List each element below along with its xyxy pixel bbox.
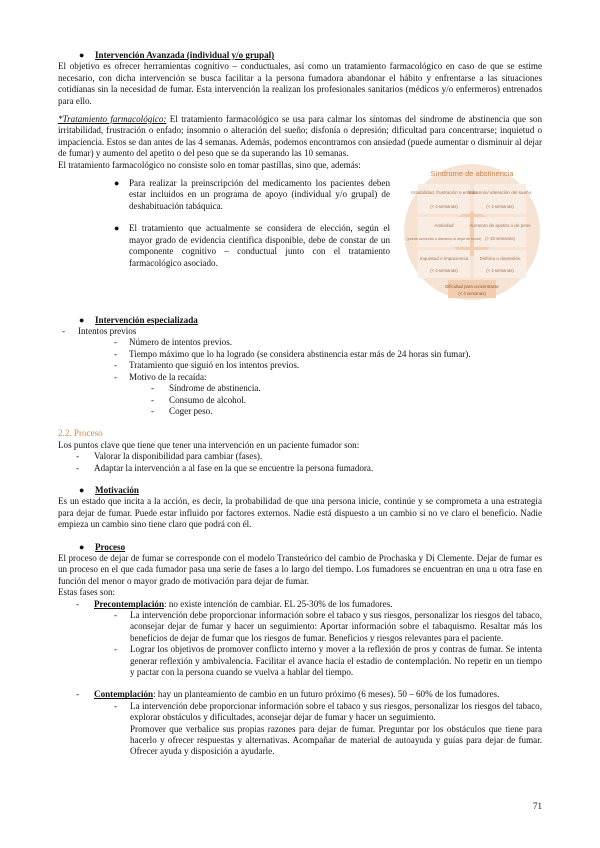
list-item: - Lograr los objetivos de promover conflicto interno y mover a la reflexión de pros y contras de fumar. Se intenta generar reflexión y ambivalencia. Facilitar el avance hacia el estadio de contemplación. No repetir en un tiempo y pactar con la persona cuando se vuelva a hablar del tiempo. — [114, 644, 542, 678]
bullet-icon: ● — [79, 541, 85, 552]
page-number: 71 — [533, 801, 542, 811]
list-item: - Coger peso. — [151, 405, 213, 416]
heading-intervencion-avanzada: ● Intervención Avanzada (individual y/o grupal) — [79, 50, 275, 60]
list-item: - Síndrome de abstinencia. — [151, 383, 261, 394]
diagram-cell-sub: (puede aumentar o disminuir al dejar de fumar) — [406, 236, 482, 241]
bullet-icon: ● — [79, 50, 85, 60]
diagram-bottom-sub: (< 4 semanas) — [458, 290, 486, 296]
diagram-cell-text: Disforia o depresión — [479, 255, 521, 261]
diagram-bottom-text: Dificultad para concentrarse — [445, 283, 499, 289]
diagram-cell-text: Inquietud o impaciencia — [419, 255, 469, 261]
list-item: ● El tratamiento que actualmente se considera de elección, según el mayor grado de evidencia científica disponible, debe de constar de un componente cognitivo – conductual junto con el tratamiento farmacológico asociado. — [114, 223, 390, 268]
list-item-contemplacion: - Contemplación: hay un planteamiento de cambio en un futuro próximo (6 meses). 50 – 60% de los fumadores. — [76, 689, 500, 700]
heading-motivacion: ● Motivación — [79, 484, 139, 495]
paragraph-puntos-clave: Los puntos clave que tiene que tener una intervención en un paciente fumador son: — [58, 439, 360, 450]
paragraph-contemplacion-extra: Promover que verbalice sus propias razones para dejar de fumar. Preguntar por los obstáculos que tiene para hacerlo y ofrecer respuestas y alternativas. Acompañar de material de autoayuda y guías para dejar de fumar. Ofrecer ayuda y disposición a ayudarle. — [130, 723, 542, 757]
bullet-icon: ● — [79, 484, 85, 495]
diagram-cell-sub: (< 4 semanas) — [486, 267, 514, 273]
abstinence-syndrome-diagram — [402, 160, 542, 308]
list-item: - Intentos previos — [62, 326, 137, 337]
paragraph-fases: Estas fases son: — [58, 587, 116, 598]
paragraph-objetivo: El objetivo es ofrecer herramientas cognitivo – conductuales, así como un tratamiento farmacológico en caso de que se estime necesario, con dicha intervención se busca facilitar a la persona fumadora abandonar el hábito y enfrentarse a las situaciones cotidianas sin la necesidad de fumar. Esta intervención la realizan los profesionales sanitarios (médicos y/o enfermeros) entrenados para ello. — [58, 61, 542, 106]
diagram-cell-sub: (< 4 semanas) — [486, 203, 514, 209]
list-item: - La intervención debe proporcionar información sobre el tabaco y sus riesgos, personalizar los riesgos del tabaco, explorar obstáculos y dificultades, aconsejar dejar de fumar y hacer un seguimiento. — [114, 700, 542, 723]
bullet-icon: ● — [79, 314, 85, 325]
list-item: ● Para realizar la preinscripción del medicamento los pacientes deben estar incluidos en un programa de apoyo (individual y/o grupal) de deshabituación tabáquica. — [114, 178, 390, 211]
diagram-title: Síndrome de abstinencia — [430, 168, 514, 178]
two-column-block — [58, 160, 542, 308]
diagram-cell-sub: (> 10 semanas) — [485, 235, 515, 241]
diagram-cell-text: Ansiedad — [434, 222, 454, 228]
document-page — [58, 50, 542, 758]
list-item: - Número de intentos previos. — [114, 337, 233, 348]
list-item: - Tiempo máximo que lo ha logrado (se considera abstinencia estar más de 24 horas sin fumar). — [114, 348, 471, 359]
diagram-svg — [402, 160, 542, 308]
list-item: - Adaptar la intervención a al fase en la que se encuentre la persona fumadora. — [76, 462, 374, 473]
diagram-cell-text: Aumento de apetito o de peso — [469, 222, 531, 228]
paragraph-tratamiento: *Tratamiento farmacológico: El tratamiento farmacológico se usa para calmar los síntomas del síndrome de abstinencia que son irritabilidad, frustración o enfado; insomnio o alteración del sueño; disfonía o depresión; dificultad para concentrarse; inquietud o impaciencia. Estos se dan antes de las 4 semanas. Además, podemos encontramos con ansiedad (puede aumentar o disminuir al dejar de fumar) y aumento del apetito o del peso que se da superando las 10 semanas. — [58, 114, 542, 159]
list-item: - Consumo de alcohol. — [151, 394, 247, 405]
list-item-precontemplacion: - Precontemplación: no existe intención de cambiar. EL 25-30% de los fumadores. — [76, 598, 393, 609]
list-item: - Motivo de la recaída: — [114, 371, 207, 382]
bullet-icon: ● — [114, 223, 120, 234]
bullet-icon: ● — [114, 178, 120, 189]
diagram-cell-text: Insomnio/ alteración del sueño — [468, 189, 532, 195]
diagram-cell-sub: (< 4 semanas) — [430, 267, 458, 273]
paragraph-motivacion: Es un estado que incita a la acción, es decir, la probabilidad de que una persona inicie, continúe y se comprometa a una estrategia para dejar de fumar. Puede estar influido por factores externos. Nadie está dispuesto a un cambio si no ve claro el beneficio. Nadie empieza un cambio sino tiene claro que podrá con él. — [58, 496, 542, 530]
paragraph-ademas: El tratamiento farmacológico no consiste solo en tomar pastillas, sino que, además: — [58, 159, 361, 170]
heading-intervencion-especializada: ● Intervención especializada — [79, 314, 198, 325]
diagram-cell-sub: (< 4 semanas) — [430, 203, 458, 209]
diagram-cell-text: Irritabilidad, frustración o enfado — [411, 189, 477, 195]
list-item: - La intervención debe proporcionar información sobre el tabaco y sus riesgos, personalizar los riesgos del tabaco, aconsejar dejar de fumar y hacer un seguimiento: Aportar información sobre el tabaquismo. Resaltar más los beneficios de dejar de fumar que los riesgos de fumar. Beneficios y riesgos relevantes para el paciente. — [114, 610, 542, 643]
heading-proceso: ● Proceso — [79, 541, 126, 552]
paragraph-proceso: El proceso de dejar de fumar se corresponde con el modelo Transteórico del cambio de Prochaska y Di Clemente. Dejar de fumar es un proceso en el que cada fumador pasa una serie de fases a lo largo del tiempo. Los fumadores se encuentran en una u otra fase en función del menor o mayor grado de motivación para dejar de fumar. — [58, 552, 542, 586]
section-title-proceso: 2.2. Proceso — [58, 428, 103, 439]
list-item: - Valorar la disponibilidad para cambiar (fases). — [76, 451, 263, 462]
list-item: - Tratamiento que siguió en los intentos previos. — [114, 360, 300, 371]
